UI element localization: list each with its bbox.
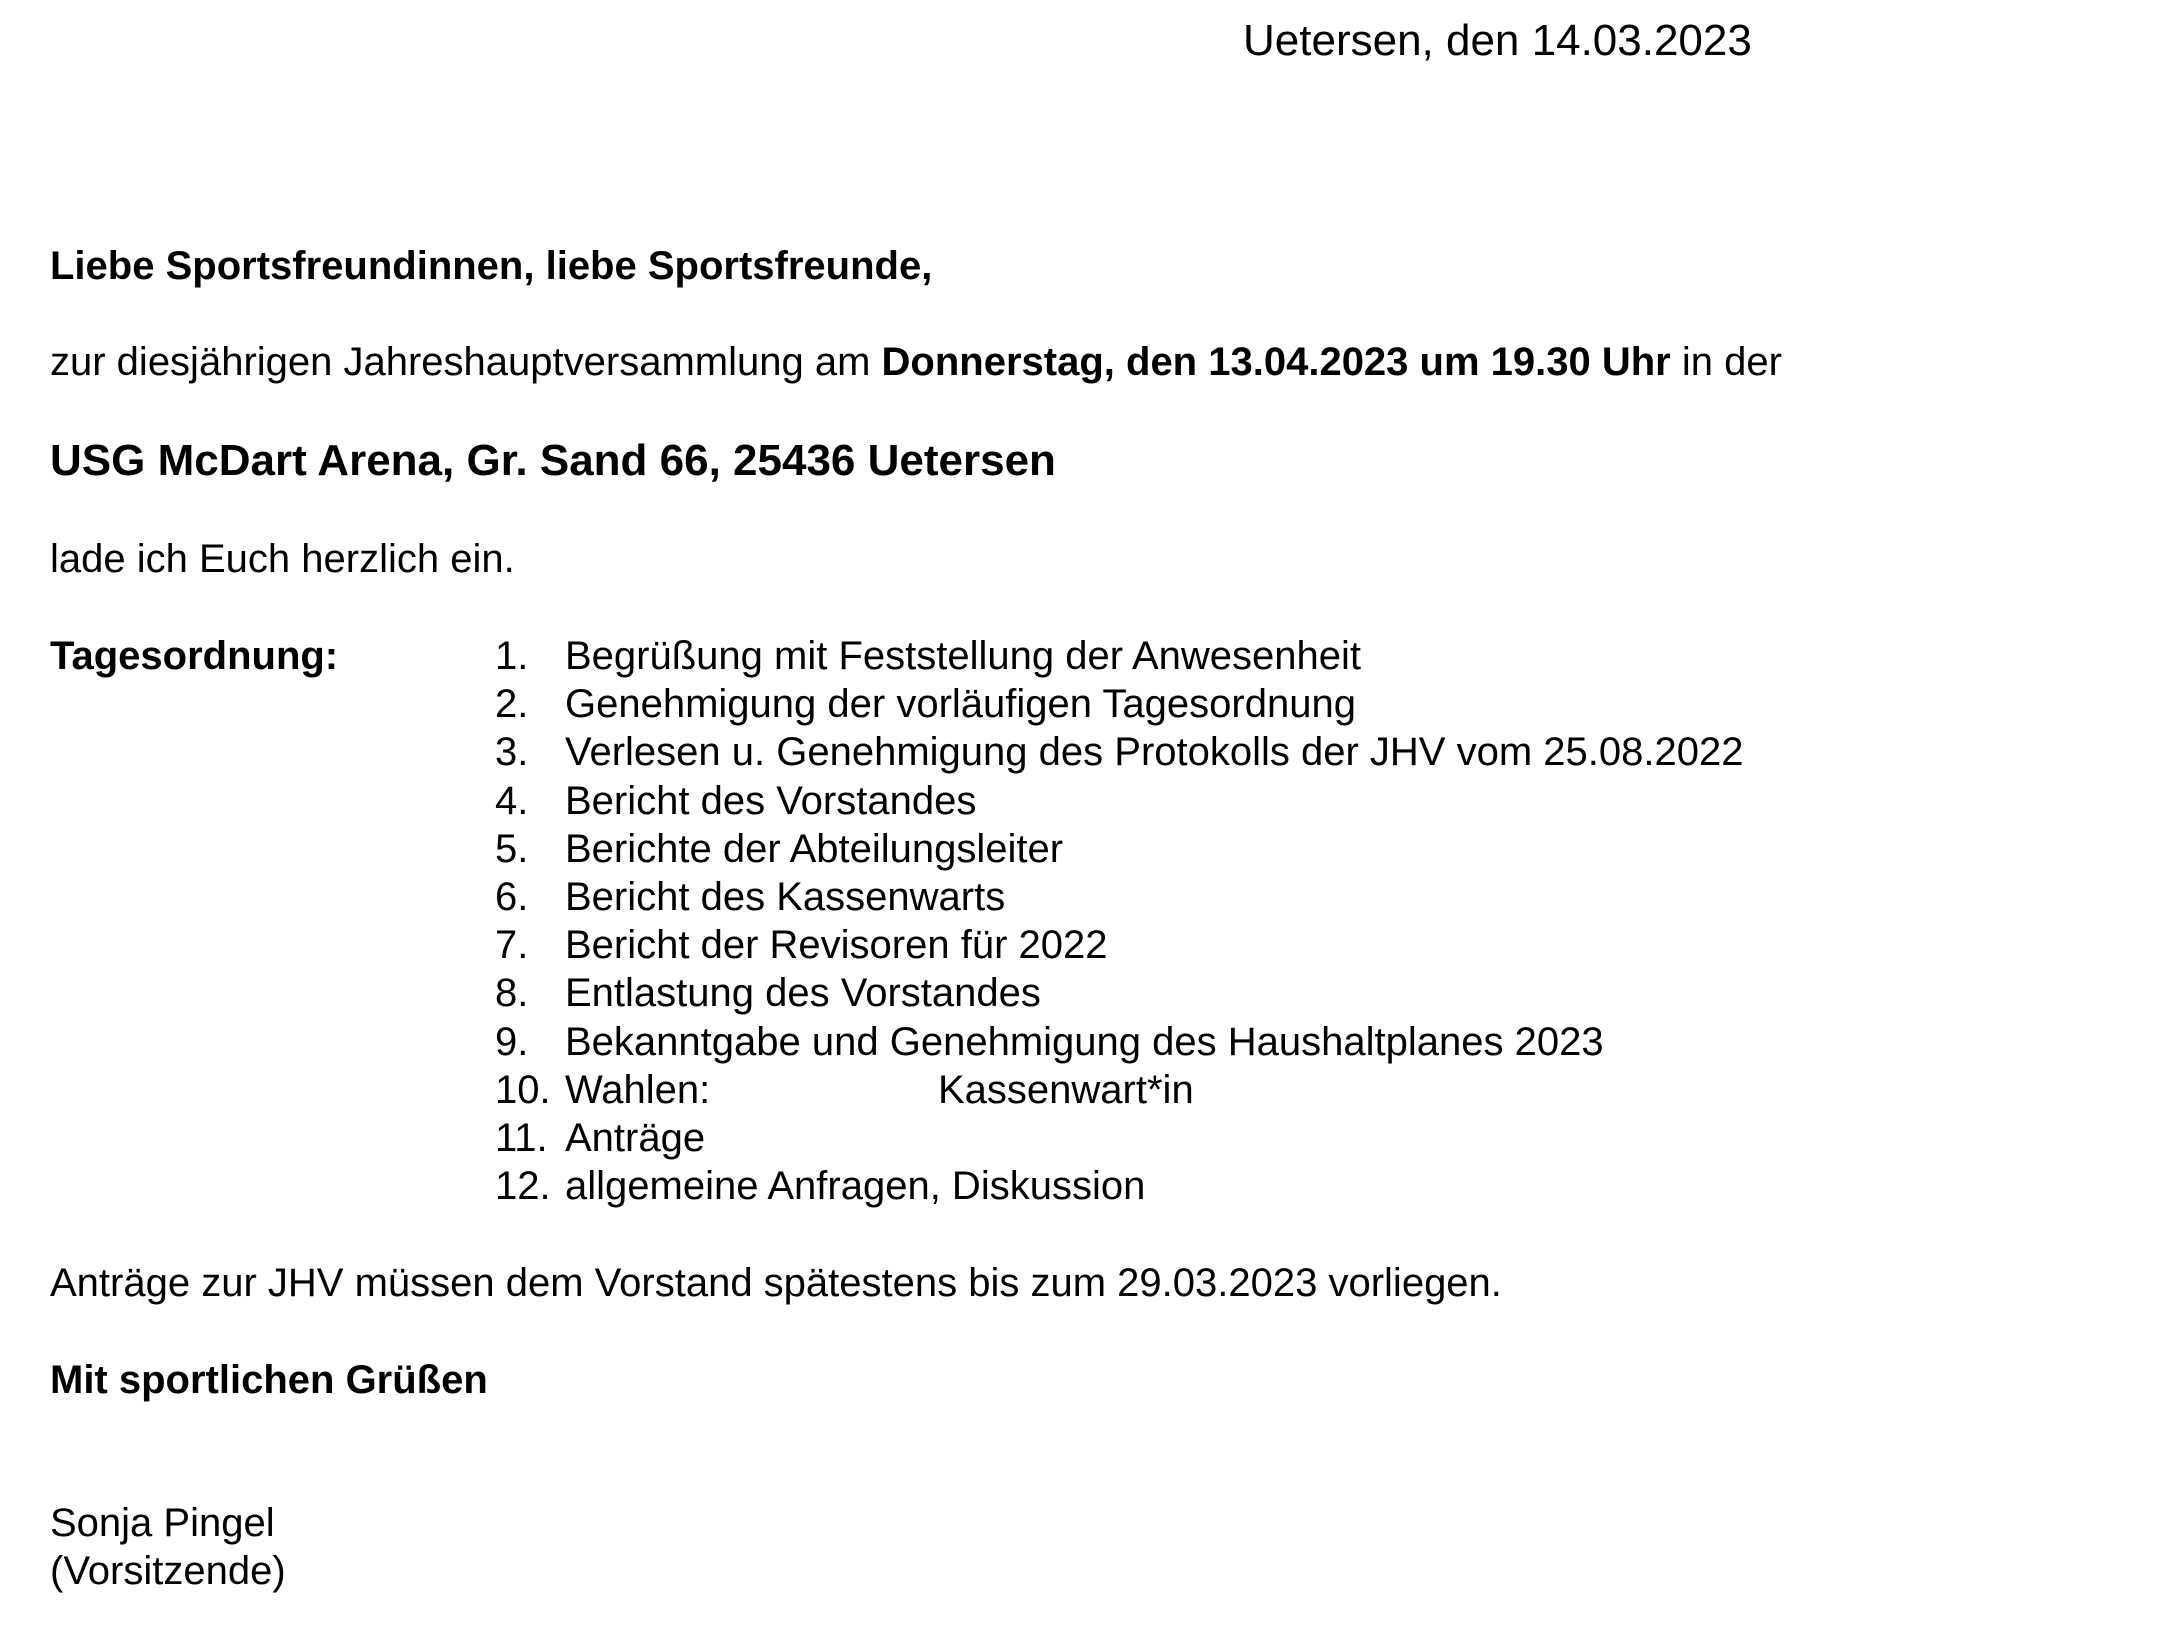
agenda-item-text: Wahlen: <box>565 1067 711 1112</box>
agenda-item-text: Entlastung des Vorstandes <box>565 971 1041 1016</box>
agenda-item-number: 8. <box>495 971 529 1016</box>
agenda-item <box>495 873 1743 921</box>
agenda-item-text: Anträge <box>565 1115 706 1160</box>
agenda-item <box>495 728 1743 776</box>
agenda-item-text: Bekanntgabe und Genehmigung des Haushaltplanes 2023 <box>565 1019 1604 1064</box>
agenda-item-number: 1. <box>495 634 529 678</box>
agenda-item <box>495 1066 1743 1114</box>
agenda-item-number: 10. <box>495 1067 551 1112</box>
meeting-datetime: Donnerstag, den 13.04.2023 um 19.30 Uhr <box>881 340 1671 384</box>
agenda-item-number: 12. <box>495 1164 551 1209</box>
invite-text: lade ich Euch herzlich ein. <box>50 537 515 581</box>
agenda-item-number: 7. <box>495 923 529 968</box>
signer-role: (Vorsitzende) <box>50 1549 286 1593</box>
agenda-item-number: 6. <box>495 874 529 919</box>
agenda-item <box>495 777 1743 825</box>
place-date: Uetersen, den 14.03.2023 <box>1243 16 1752 65</box>
closing-greeting: Mit sportlichen Grüßen <box>50 1358 488 1402</box>
agenda-item-text: Bericht der Revisoren für 2022 <box>565 923 1108 968</box>
agenda-item <box>495 921 1743 969</box>
agenda-item-number: 9. <box>495 1019 529 1064</box>
agenda-item <box>495 1018 1743 1066</box>
agenda-list <box>495 632 1743 1210</box>
agenda-item-number: 2. <box>495 682 529 727</box>
agenda-item <box>495 1162 1743 1210</box>
salutation: Liebe Sportsfreundinnen, liebe Sportsfreunde, <box>50 244 933 288</box>
intro-text-after: in der <box>1670 340 1782 384</box>
agenda-item <box>495 825 1743 873</box>
agenda-item-number: 4. <box>495 778 529 823</box>
agenda-item-text: Begrüßung mit Feststellung der Anwesenheit <box>565 634 1361 678</box>
agenda-item <box>495 680 1743 728</box>
agenda-item-text: Genehmigung der vorläufigen Tagesordnung <box>565 682 1356 727</box>
agenda-item-text: Verlesen u. Genehmigung des Protokolls der JHV vom 25.08.2022 <box>565 730 1744 775</box>
agenda-item <box>495 632 1743 680</box>
agenda-item-text: Berichte der Abteilungsleiter <box>565 826 1064 871</box>
agenda-item-text: Bericht des Kassenwarts <box>565 874 1006 919</box>
agenda-item-text: Bericht des Vorstandes <box>565 778 977 823</box>
agenda-item <box>495 969 1743 1017</box>
intro-paragraph <box>50 338 1782 386</box>
deadline-note: Anträge zur JHV müssen dem Vorstand spätestens bis zum 29.03.2023 vorliegen. <box>50 1261 1502 1305</box>
agenda-item-number: 11. <box>495 1115 548 1160</box>
agenda-item-number: 5. <box>495 826 529 871</box>
agenda-item <box>495 1114 1743 1162</box>
agenda-item-detail: Kassenwart*in <box>938 1067 1194 1112</box>
intro-text-before: zur diesjährigen Jahreshauptversammlung am <box>50 340 882 384</box>
agenda-label: Tagesordnung: <box>50 634 339 678</box>
agenda-item-number: 3. <box>495 730 529 775</box>
agenda-item-text: allgemeine Anfragen, Diskussion <box>565 1164 1146 1209</box>
signer-name: Sonja Pingel <box>50 1501 275 1545</box>
venue-address: USG McDart Arena, Gr. Sand 66, 25436 Uetersen <box>50 436 1056 485</box>
